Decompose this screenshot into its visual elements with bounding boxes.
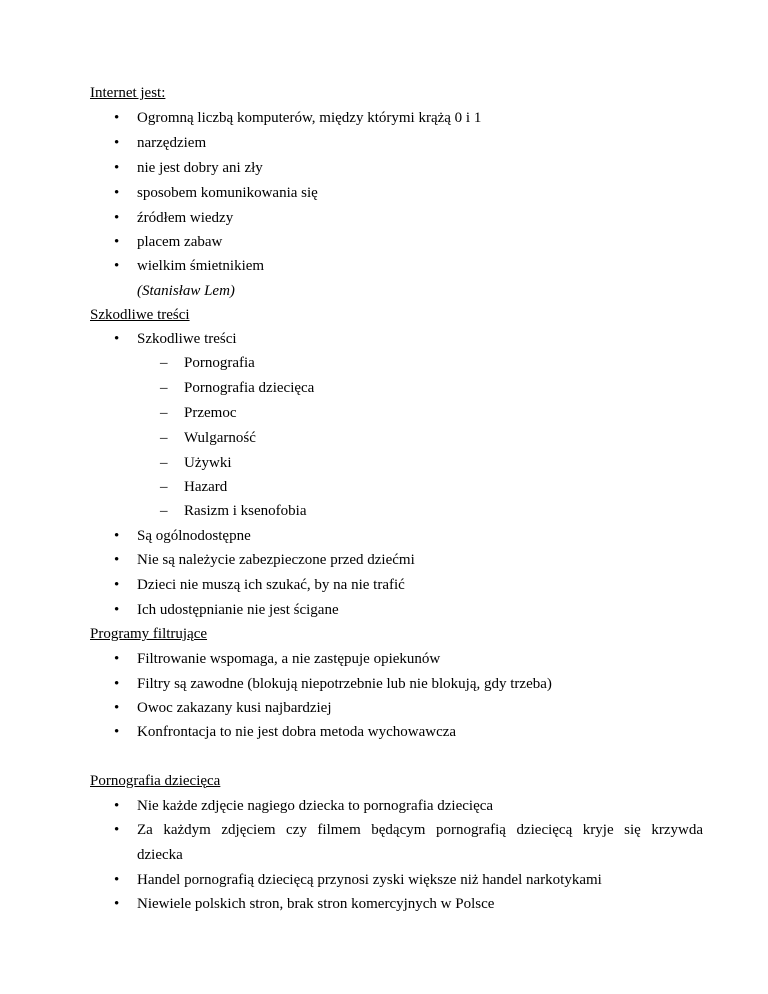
bullet-icon: •: [114, 331, 120, 347]
dash-icon: –: [160, 430, 168, 446]
dash-icon: –: [160, 479, 168, 495]
bullet-icon: •: [114, 724, 120, 740]
bullet-icon: •: [114, 822, 120, 838]
bullet-icon: •: [114, 110, 120, 126]
bullet-icon: •: [114, 528, 120, 544]
bullet-icon: •: [114, 896, 120, 912]
heading-child-pornography: Pornografia dziecięca: [90, 773, 221, 789]
dash-icon: –: [160, 405, 168, 421]
heading-internet: Internet jest:: [90, 85, 166, 101]
dash-icon: –: [160, 455, 168, 471]
dash-icon: –: [160, 503, 168, 519]
bullet-icon: •: [114, 552, 120, 568]
bullet-icon: •: [114, 234, 120, 250]
heading-filters: Programy filtrujące: [90, 626, 208, 642]
bullet-icon: •: [114, 872, 120, 888]
bullet-icon: •: [114, 602, 120, 618]
bullet-icon: •: [114, 185, 120, 201]
dash-icon: –: [160, 355, 168, 371]
bullet-icon: •: [114, 160, 120, 176]
quote-attribution: (Stanisław Lem): [137, 283, 235, 299]
bullet-icon: •: [114, 798, 120, 814]
bullet-icon: •: [114, 700, 120, 716]
list-item-continuation: dziecka: [137, 847, 183, 863]
bullet-icon: •: [114, 651, 120, 667]
heading-harmful-content: Szkodliwe treści: [90, 307, 190, 323]
bullet-icon: •: [114, 210, 120, 226]
bullet-icon: •: [114, 135, 120, 151]
bullet-icon: •: [114, 577, 120, 593]
bullet-icon: •: [114, 258, 120, 274]
document-page: Internet jest: • Ogromną liczbą komputerów, między którymi krążą 0 i 1 • narzędziem • nie jest dobry ani zły • sposobem komunikowania się • źródłem wiedzy • placem zabaw • wielkim śmietnikiem (Stanisław Lem) Szkodliwe treści • Szkodliwe treści – Pornografia – Pornografia dziecięca – Przemoc – Wulgarność – Używki – Hazard – Rasizm i ksenofobia • Są ogólnodostępne • Nie są należycie zabezpieczone przed dziećmi • Dzieci nie muszą ich szukać, by na nie trafić • Ich udostępnianie nie jest ścigane Programy filtrujące • Filtrowanie wspomaga, a nie zastępuje opiekunów • Filtry są zawodne (blokują niepotrzebnie lub nie blokują, gdy trzeba) • Owoc zakazany kusi najbardziej • Konfrontacja to nie jest dobra metoda wychowawcza Pornografia dziecięca • Nie każde zdjęcie nagiego dziecka to pornografia dziecięca • Za każdym zdjęciem czy filmem będącym pornografią dziecięcą kryje się krzywda dziecka • Handel pornografią dziecięcą przynosi zyski większe niż handel narkotykami • Niewiele polskich stron, brak stron komercyjnych w Polsce: [90, 85, 703, 912]
dash-icon: –: [160, 380, 168, 396]
bullet-icon: •: [114, 676, 120, 692]
